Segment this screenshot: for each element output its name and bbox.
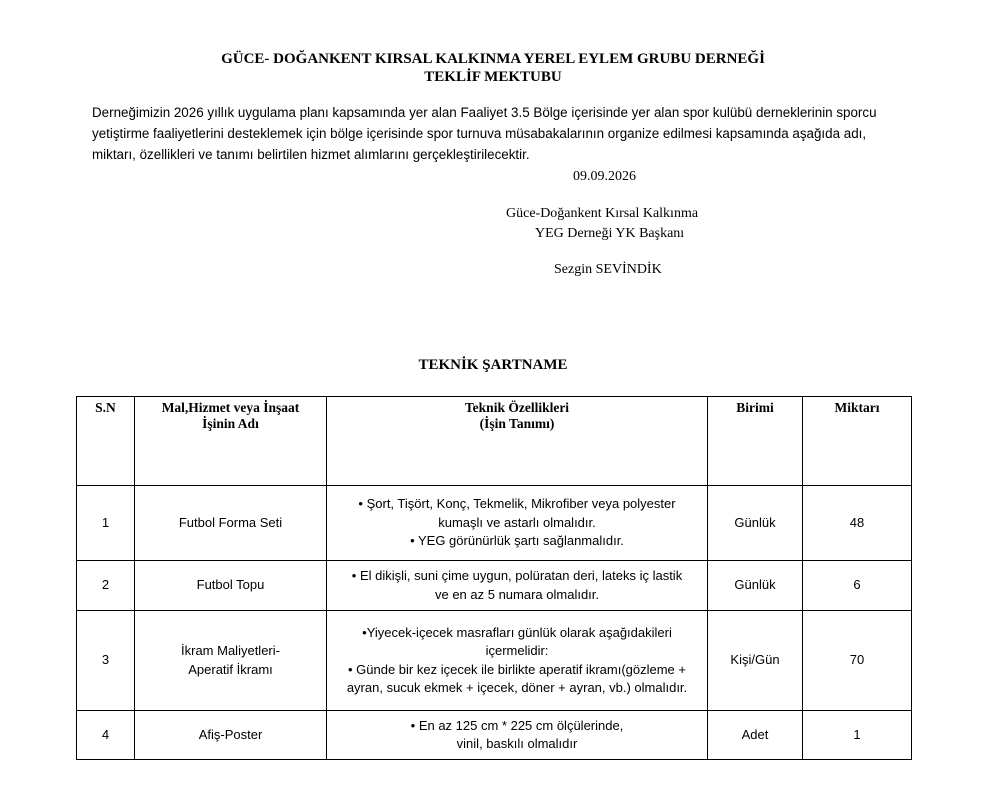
- row-spec: [327, 711, 708, 760]
- table-row: [77, 486, 912, 561]
- header-spec: [327, 397, 708, 486]
- row-spec: [327, 486, 708, 561]
- header-sn: S.N: [77, 397, 135, 486]
- header-item-name-line1: Mal,Hizmet veya İnşaat: [161, 400, 300, 415]
- letter-date: 09.09.2026: [573, 169, 636, 184]
- row-qty: 48: [803, 486, 912, 561]
- row-item-name: Afiş-Poster: [135, 711, 327, 760]
- row-item-name: [135, 611, 327, 711]
- row-qty: 1: [803, 711, 912, 760]
- spec-line: • Şort, Tişört, Konç, Tekmelik, Mikrofiber veya polyester: [358, 496, 676, 512]
- letter-title: TEKLİF MEKTUBU: [424, 69, 562, 85]
- row-sn: 4: [77, 711, 135, 760]
- spec-line: içermelidir:: [485, 643, 549, 658]
- organization-title: GÜCE- DOĞANKENT KIRSAL KALKINMA YEREL EYLEM GRUBU DERNEĞİ: [221, 51, 765, 67]
- header-spec-line1: Teknik Özellikleri: [464, 400, 570, 415]
- spec-line: • En az 125 cm * 225 cm ölçülerinde,: [410, 717, 624, 733]
- signer-name: Sezgin SEVİNDİK: [554, 262, 662, 277]
- spec-table: [76, 396, 912, 760]
- row-spec: [327, 561, 708, 611]
- row-spec: [327, 611, 708, 711]
- intro-paragraph: Derneğimizin 2026 yıllık uygulama planı kapsamında yer alan Faaliyet 3.5 Bölge içerisinde yer alan spor kulübü derneklerinin sporcu yetiştirme faaliyetlerini desteklemek için bölge içerisinde spor turnuva müsabakalarının organize edilmesi kapsamında aşağıda adı, miktarı, özellikleri ve tanımı belirtilen hizmet alımlarını gerçekleştirilecektir.: [92, 105, 877, 162]
- row-item-name: Futbol Topu: [135, 561, 327, 611]
- row-qty: 6: [803, 561, 912, 611]
- row-unit: Günlük: [708, 486, 803, 561]
- header-item-name: [135, 397, 327, 486]
- table-row: [77, 711, 912, 760]
- row-qty: 70: [803, 611, 912, 711]
- row-sn: 3: [77, 611, 135, 711]
- spec-line: •Yiyecek-içecek masrafları günlük olarak aşağıdakileri: [362, 624, 672, 640]
- signature-org-line: Güce-Doğankent Kırsal Kalkınma: [506, 206, 699, 221]
- row-item-name: Futbol Forma Seti: [135, 486, 327, 561]
- spec-line: vinil, baskılı olmalıdır: [456, 736, 578, 751]
- row-unit: Günlük: [708, 561, 803, 611]
- row-unit: Adet: [708, 711, 803, 760]
- signature-title-line: YEG Derneği YK Başkanı: [535, 226, 685, 241]
- row-sn: 1: [77, 486, 135, 561]
- spec-line: • Günde bir kez içecek ile birlikte aperatif ikramı(gözleme +: [348, 661, 686, 677]
- table-row: [77, 561, 912, 611]
- table-row: [77, 611, 912, 711]
- spec-line: ve en az 5 numara olmalıdır.: [434, 586, 600, 602]
- row-unit: Kişi/Gün: [708, 611, 803, 711]
- spec-line: kumaşlı ve astarlı olmalıdır.: [438, 514, 596, 530]
- header-unit: Birimi: [708, 397, 803, 486]
- header-spec-line2: (İşin Tanımı): [479, 416, 555, 431]
- spec-line: • El dikişli, suni çime uygun, polüratan deri, lateks iç lastik: [351, 568, 683, 583]
- spec-title: TEKNİK ŞARTNAME: [418, 357, 568, 373]
- row-sn: 2: [77, 561, 135, 611]
- spec-line: • YEG görünürlük şartı sağlanmalıdır.: [410, 533, 624, 549]
- header-item-name-line2: İşinin Adı: [202, 416, 259, 431]
- row-item-name-text: İkram Maliyetleri-Aperatif İkramı: [181, 643, 280, 677]
- header-qty: Miktarı: [803, 397, 912, 486]
- spec-line: ayran, sucuk ekmek + içecek, döner + ayran, vb.) olmalıdır.: [346, 680, 688, 695]
- table-header-row: [77, 397, 912, 486]
